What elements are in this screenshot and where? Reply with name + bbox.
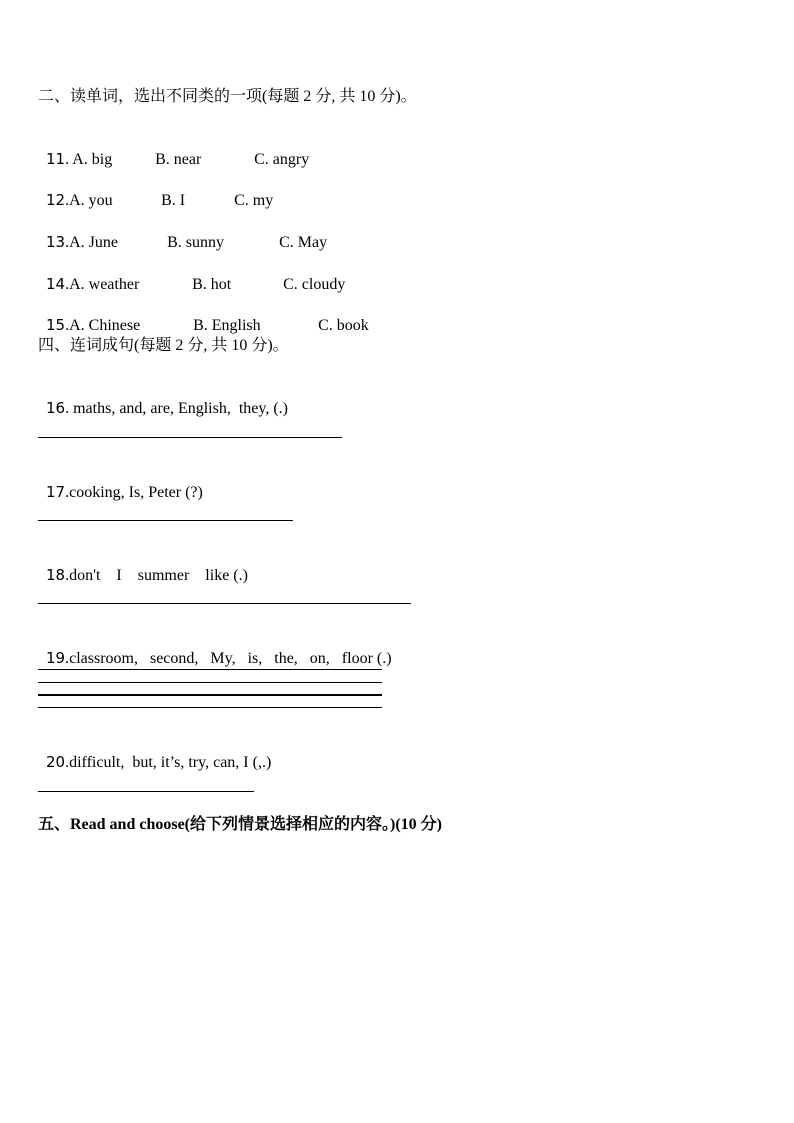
question-text: .don't I summer like (.) xyxy=(65,567,248,584)
question-17 xyxy=(38,462,203,503)
question-19 xyxy=(38,628,392,669)
option-a: . A. big xyxy=(65,151,113,168)
question-number: 18 xyxy=(46,566,66,584)
question-text: . maths, and, are, English, they, (.) xyxy=(65,400,288,417)
question-11 xyxy=(38,129,309,170)
option-a: .A. June xyxy=(65,234,118,251)
option-c: C. angry xyxy=(254,151,310,168)
question-number: 20 xyxy=(46,753,66,771)
question-18 xyxy=(38,545,248,586)
question-15 xyxy=(38,295,369,336)
option-b: B. sunny xyxy=(167,234,224,251)
option-a: .A. Chinese xyxy=(65,317,141,334)
question-number: 19 xyxy=(46,649,66,667)
answer-line xyxy=(38,669,382,670)
question-12 xyxy=(38,170,273,211)
section-2-heading: 二、读单词，选出不同类的一项(每题 2 分, 共 10 分)。 xyxy=(38,88,417,105)
question-text: .difficult, but, it’s, try, can, I (,.) xyxy=(65,754,272,771)
option-b: B. hot xyxy=(192,276,232,293)
option-c: C. cloudy xyxy=(283,276,346,293)
answer-line xyxy=(38,707,382,708)
section-4-heading: 四、连词成句(每题 2 分, 共 10 分)。 xyxy=(38,337,289,354)
answer-line xyxy=(38,603,411,604)
option-b: B. near xyxy=(155,151,202,168)
option-c: C. May xyxy=(279,234,328,251)
option-a: .A. weather xyxy=(65,276,140,293)
question-number: 13 xyxy=(46,233,66,251)
section-5-heading: 五、Read and choose(给下列情景选择相应的内容。)(10 分) xyxy=(38,816,442,833)
question-number: 16 xyxy=(46,399,66,417)
option-c: C. my xyxy=(234,192,274,209)
question-text: .cooking, Is, Peter (?) xyxy=(65,484,203,501)
question-text: .classroom, second, My, is, the, on, floor (.) xyxy=(65,650,392,667)
question-number: 17 xyxy=(46,483,66,501)
question-number: 11 xyxy=(46,150,66,168)
question-number: 15 xyxy=(46,316,66,334)
answer-line xyxy=(38,520,293,521)
question-16 xyxy=(38,378,288,419)
question-14 xyxy=(38,254,345,295)
question-20 xyxy=(38,732,271,773)
answer-line xyxy=(38,694,382,696)
question-13 xyxy=(38,212,327,253)
option-b: B. I xyxy=(161,192,186,209)
answer-line xyxy=(38,791,254,792)
answer-line xyxy=(38,437,342,438)
question-number: 14 xyxy=(46,275,66,293)
option-c: C. book xyxy=(318,317,369,334)
option-b: B. English xyxy=(193,317,261,334)
question-number: 12 xyxy=(46,191,66,209)
option-a: .A. you xyxy=(65,192,113,209)
answer-line xyxy=(38,682,382,683)
